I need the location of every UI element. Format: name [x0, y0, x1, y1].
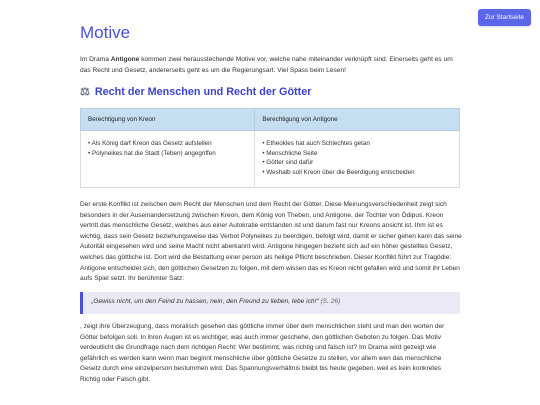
body-paragraph-2: , zeigt ihre Überzeugung, dass moralisch gesehen das göttliche immer über dem menschlichen steht und man den worten der Götter befolgen soll. In ihren Augen ist es wichtiger, was auch immer geschehe, den göttlichen Geboten zu folgen. Das Motiv verdeutlicht die Grundfrage nach dem richtigen Recht: Wer bestimmt, was richtig und falsch ist? Im Drama wird gezeigt wie gefährlich es werden kann wenn man beginnt menschliche über göttliche Gesetze zu stellen, vor allem wen das menschliche Gesetz durch eine einzelperson bestummen wird. Das Spannungsverhältnis bleibt bis heute gegeben, weil es kein konkretes Richtig oder Falsch gibt. — [80, 323, 445, 383]
home-button[interactable]: Zur Startseite — [478, 9, 531, 26]
section-title — [80, 85, 311, 98]
quote-text: „Gewiss nicht, um den Feind zu hassen, nein, den Freund zu lieben, lebe ich!“ — [91, 298, 319, 305]
kreon-cell — [81, 131, 255, 188]
table-header-antigone: Berechtigung von Antigone — [255, 109, 460, 131]
list-item: • Etheokles hat auch Schlechtes getan — [262, 139, 452, 149]
list-item: • Weshalb soll Kreon über die Beerdigung entscheiden — [262, 168, 452, 178]
intro-drama-name: Antigone — [110, 56, 140, 63]
section-title-text: Recht der Menschen und Recht der Götter — [94, 85, 312, 98]
quote-block — [80, 292, 460, 314]
list-item: • Polyneikes hat die Stadt (Teben) angegriffen — [88, 149, 247, 159]
antigone-list — [262, 139, 452, 177]
body-paragraph-1: Der erste Konflikt ist zwischen dem Recht der Menschen und dem Recht der Götter. Diese Meinungsverschiedenheit zeigt sich besonders in der Auseinandersetzung zwischen Kreon, dem König von Theben, und Antigone, der Tochter von Ödipus. Kreon vertritt das menschliche Gesetz, welches aus einer Autokratie entstanden ist und darum fast nur Kreons ansicht ist. Ihm ist es wichtig, dass sein Gesetz beziehungsweise das Verbot Polyneikes zu beerdigen, befolgt wird, damit er sicher gehen kann das seine Autorität eingesehen wird und seine Macht nicht aberkannt wird. Antigone hingegen bezieht sich auf ein höher gestelltes Gesetz, welches das göttliche ist. Dort wird die Bestattung einer person als heilige Pflicht beschrieben. Dieser Konflikt führt zur Tragödie: Antigone entscheidet sich, den göttlichen Gesetzen zu folgen, mit dem wissen das es Kreon nicht gefallen wird und somit ihr Leben aufs Spiel setzt. Ihr berühmter Satz: — [80, 201, 462, 283]
table-header-row — [81, 109, 460, 131]
scale-icon: ⚖ — [80, 86, 90, 98]
intro-text-start: Im Drama — [80, 56, 111, 63]
kreon-list — [88, 139, 247, 158]
antigone-cell — [255, 131, 460, 188]
page-title: Motive — [80, 23, 131, 42]
table-header-kreon: Berechtigung von Kreon — [81, 109, 255, 131]
list-item: • Als König darf Kreon das Gesetz aufstellen — [88, 139, 247, 149]
list-item: • Menschliche Seite — [262, 149, 452, 159]
list-item: • Götter sind dafür — [262, 158, 452, 168]
intro-paragraph — [80, 54, 462, 76]
table-row — [81, 131, 460, 188]
comparison-table — [80, 108, 460, 188]
quote-reference: (S. 26) — [320, 298, 341, 305]
intro-text-end: kommen zwei herausstechende Motive vor, welche nahe miteinander verknüpft sind. Einerseits geht es um das Recht und Gesetz, andererseits geht es um die Regierungsart. Viel Spass beim Lesen! — [80, 56, 453, 74]
